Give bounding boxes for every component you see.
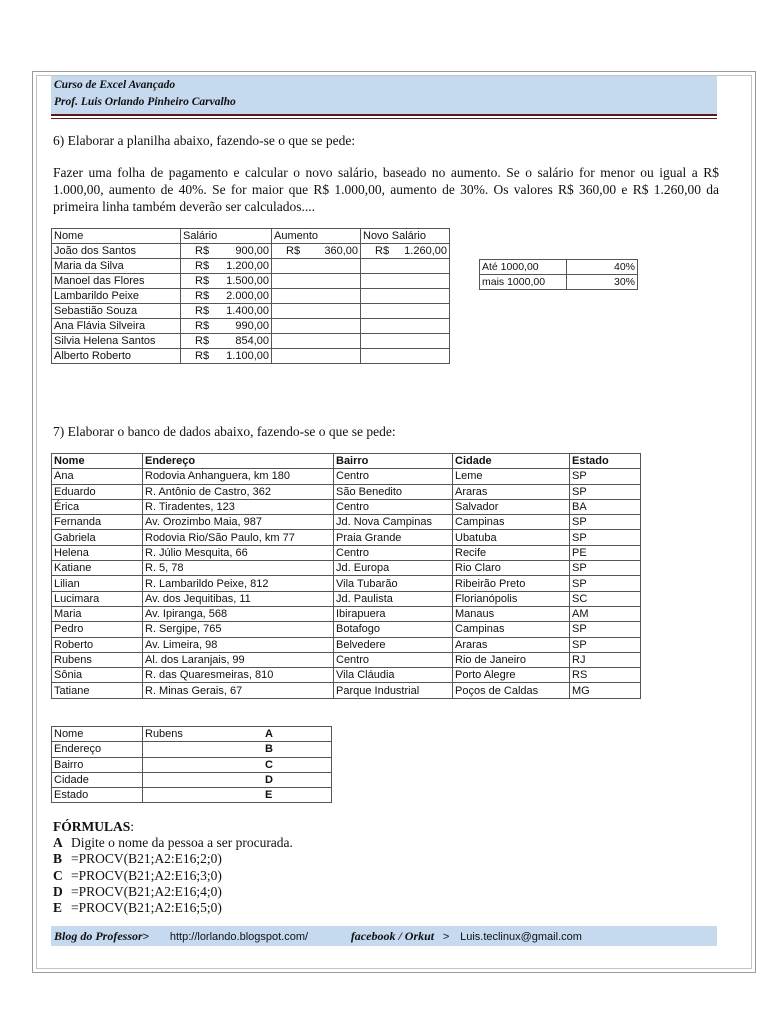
raise-cell — [272, 319, 361, 334]
state: SP — [570, 561, 641, 576]
payroll-row — [52, 349, 450, 364]
person-name: Helena — [52, 545, 143, 560]
payroll-row — [52, 289, 450, 304]
currency-symbol: R$ — [195, 350, 210, 362]
neighborhood: Jd. Europa — [334, 561, 453, 576]
lookup-table — [51, 726, 332, 803]
address: Rodovia Anhanguera, km 180 — [143, 469, 334, 484]
person-name: Érica — [52, 499, 143, 514]
state: BA — [570, 499, 641, 514]
address: Rodovia Rio/São Paulo, km 77 — [143, 530, 334, 545]
formula-line — [53, 884, 293, 900]
neighborhood: Jd. Nova Campinas — [334, 515, 453, 530]
database-row — [52, 637, 641, 652]
formulas-section — [53, 819, 293, 916]
database-row — [52, 683, 641, 698]
raise-cell — [272, 244, 361, 259]
header-rule-thin — [51, 118, 717, 119]
database-row — [52, 622, 641, 637]
new-salary-cell — [361, 334, 450, 349]
rate-row — [480, 260, 638, 275]
salary-cell — [181, 259, 272, 274]
employee-name: Lambarildo Peixe — [52, 289, 181, 304]
formula-key: D — [265, 773, 273, 786]
state: RS — [570, 668, 641, 683]
lookup-row — [52, 772, 332, 787]
person-name: Gabriela — [52, 530, 143, 545]
blog-label: Blog do Professor — [54, 929, 143, 943]
address: R. Júlio Mesquita, 66 — [143, 545, 334, 560]
person-name: Roberto — [52, 637, 143, 652]
person-name: Fernanda — [52, 515, 143, 530]
state: SP — [570, 469, 641, 484]
address: Av. dos Jequitibas, 11 — [143, 591, 334, 606]
new-salary-cell — [361, 244, 450, 259]
rate-label: mais 1000,00 — [480, 275, 567, 290]
col-cidade: Cidade — [453, 454, 570, 469]
col-aumento: Aumento — [272, 229, 361, 244]
salary-cell — [181, 304, 272, 319]
amount-value: 1.260,00 — [404, 245, 447, 257]
neighborhood: Jd. Paulista — [334, 591, 453, 606]
city: Recife — [453, 545, 570, 560]
salary-cell — [181, 244, 272, 259]
raise-cell — [272, 289, 361, 304]
employee-name: Manoel das Flores — [52, 274, 181, 289]
employee-name: Maria da Silva — [52, 259, 181, 274]
address: Av. Limeira, 98 — [143, 637, 334, 652]
lookup-label: Bairro — [52, 757, 143, 772]
city: Araras — [453, 637, 570, 652]
neighborhood: Belvedere — [334, 637, 453, 652]
currency-symbol: R$ — [375, 245, 390, 257]
rate-value: 40% — [567, 260, 638, 275]
person-name: Eduardo — [52, 484, 143, 499]
amount-value: 1.200,00 — [226, 260, 269, 272]
database-row — [52, 606, 641, 621]
city: Porto Alegre — [453, 668, 570, 683]
person-name: Sônia — [52, 668, 143, 683]
formula-text: =PROCV(B21;A2:E16;2;0) — [71, 851, 222, 867]
database-header-row — [52, 454, 641, 469]
address: R. Sergipe, 765 — [143, 622, 334, 637]
database-row — [52, 668, 641, 683]
city: Leme — [453, 469, 570, 484]
state: SP — [570, 515, 641, 530]
amount-value: 900,00 — [235, 245, 269, 257]
state: SP — [570, 622, 641, 637]
currency-symbol: R$ — [195, 275, 210, 287]
lookup-label: Estado — [52, 788, 143, 803]
employee-name: Ana Flávia Silveira — [52, 319, 181, 334]
state: PE — [570, 545, 641, 560]
address: R. Antônio de Castro, 362 — [143, 484, 334, 499]
lookup-value-cell — [143, 788, 332, 803]
raise-cell — [272, 259, 361, 274]
payroll-row — [52, 304, 450, 319]
lookup-row — [52, 727, 332, 742]
exercise-6-title: 6) Elaborar a planilha abaixo, fazendo-se o que se pede: — [53, 133, 356, 148]
currency-symbol: R$ — [195, 305, 210, 317]
database-row — [52, 530, 641, 545]
neighborhood: Centro — [334, 652, 453, 667]
database-row — [52, 545, 641, 560]
state: SC — [570, 591, 641, 606]
state: SP — [570, 530, 641, 545]
col-bairro: Bairro — [334, 454, 453, 469]
person-name: Lilian — [52, 576, 143, 591]
exercise-6-instructions: Fazer uma folha de pagamento e calcular o novo salário, baseado no aumento. Se o salário for menor ou igual a R$ 1.000,00, aumento de 40%. Se for maior que R$ 1.000,00, aumento de 30%. Os valores R$ 360,00 e R$ 1.260,00 da primeira linha também deverão ser calculados.... — [53, 165, 719, 214]
payroll-row — [52, 274, 450, 289]
salary-cell — [181, 319, 272, 334]
database-row — [52, 484, 641, 499]
city: Araras — [453, 484, 570, 499]
lookup-value: Rubens — [145, 728, 183, 741]
neighborhood: Praia Grande — [334, 530, 453, 545]
lookup-value-cell — [143, 742, 332, 757]
col-nome: Nome — [52, 229, 181, 244]
employee-name: Sebastião Souza — [52, 304, 181, 319]
raise-cell — [272, 274, 361, 289]
person-name: Lucimara — [52, 591, 143, 606]
neighborhood: Botafogo — [334, 622, 453, 637]
currency-symbol: R$ — [195, 320, 210, 332]
currency-symbol: R$ — [195, 335, 210, 347]
state: SP — [570, 637, 641, 652]
formula-text: Digite o nome da pessoa a ser procurada. — [71, 835, 293, 851]
rate-row — [480, 275, 638, 290]
formula-text: =PROCV(B21;A2:E16;3;0) — [71, 867, 222, 883]
neighborhood: Centro — [334, 545, 453, 560]
lookup-row — [52, 742, 332, 757]
lookup-row — [52, 788, 332, 803]
formula-key: E — [265, 789, 273, 802]
lookup-label: Endereço — [52, 742, 143, 757]
salary-cell — [181, 289, 272, 304]
state: SP — [570, 576, 641, 591]
address: Av. Ipiranga, 568 — [143, 606, 334, 621]
header-rule — [51, 114, 717, 116]
neighborhood: Vila Tubarão — [334, 576, 453, 591]
amount-value: 854,00 — [235, 335, 269, 347]
social-label: facebook / Orkut — [350, 929, 435, 943]
city: Rio Claro — [453, 561, 570, 576]
formulas-title: FÓRMULAS — [53, 819, 131, 834]
formula-line — [53, 851, 293, 867]
neighborhood: Ibirapuera — [334, 606, 453, 621]
amount-value: 2.000,00 — [226, 290, 269, 302]
address: R. Tiradentes, 123 — [143, 499, 334, 514]
city: Campinas — [453, 622, 570, 637]
state: MG — [570, 683, 641, 698]
formula-key: E — [53, 900, 63, 916]
formula-key: A — [265, 728, 273, 740]
amount-value: 1.400,00 — [226, 305, 269, 317]
person-name: Maria — [52, 606, 143, 621]
formula-key: B — [265, 743, 273, 756]
professor-name: Prof. Luis Orlando Pinheiro Carvalho — [54, 96, 236, 108]
neighborhood: São Benedito — [334, 484, 453, 499]
new-salary-cell — [361, 349, 450, 364]
database-row — [52, 469, 641, 484]
lookup-row — [52, 757, 332, 772]
col-estado: Estado — [570, 454, 641, 469]
amount-value: 1.500,00 — [226, 275, 269, 287]
database-row — [52, 576, 641, 591]
lookup-value-cell — [143, 727, 332, 742]
city: Manaus — [453, 606, 570, 621]
new-salary-cell — [361, 274, 450, 289]
neighborhood: Centro — [334, 469, 453, 484]
database-row — [52, 515, 641, 530]
database-row — [52, 561, 641, 576]
exercise-7-title: 7) Elaborar o banco de dados abaixo, fazendo-se o que se pede: — [53, 424, 396, 439]
new-salary-cell — [361, 319, 450, 334]
payroll-row — [52, 259, 450, 274]
new-salary-cell — [361, 259, 450, 274]
city: Florianópolis — [453, 591, 570, 606]
payroll-row — [52, 244, 450, 259]
salary-cell — [181, 349, 272, 364]
formula-key: B — [53, 851, 63, 867]
amount-value: 1.100,00 — [226, 350, 269, 362]
footer — [54, 929, 582, 944]
lookup-label: Cidade — [52, 772, 143, 787]
database-row — [52, 591, 641, 606]
social-arrow: > — [442, 931, 450, 943]
lookup-label: Nome — [52, 727, 143, 742]
city: Poços de Caldas — [453, 683, 570, 698]
neighborhood: Parque Industrial — [334, 683, 453, 698]
formula-key: A — [53, 835, 63, 851]
formula-text: =PROCV(B21;A2:E16;5;0) — [71, 900, 222, 916]
formulas-colon: : — [130, 819, 135, 834]
payroll-row — [52, 334, 450, 349]
lookup-value-cell — [143, 757, 332, 772]
address: Av. Orozimbo Maia, 987 — [143, 515, 334, 530]
lookup-value-cell — [143, 772, 332, 787]
employee-name: Silvia Helena Santos — [52, 334, 181, 349]
formulas-heading — [53, 819, 293, 835]
blog-arrow: > — [142, 931, 150, 943]
rate-table — [479, 259, 638, 290]
address: Al. dos Laranjais, 99 — [143, 652, 334, 667]
address: R. das Quaresmeiras, 810 — [143, 668, 334, 683]
new-salary-cell — [361, 304, 450, 319]
currency-symbol: R$ — [195, 260, 210, 272]
salary-cell — [181, 334, 272, 349]
payroll-header-row — [52, 229, 450, 244]
address: R. Minas Gerais, 67 — [143, 683, 334, 698]
payroll-row — [52, 319, 450, 334]
formula-key: C — [265, 758, 273, 771]
person-name: Rubens — [52, 652, 143, 667]
formula-line — [53, 900, 293, 916]
raise-cell — [272, 334, 361, 349]
person-name: Katiane — [52, 561, 143, 576]
address: R. 5, 78 — [143, 561, 334, 576]
col-novo-salario: Novo Salário — [361, 229, 450, 244]
rate-value: 30% — [567, 275, 638, 290]
email-link[interactable]: Luis.teclinux@gmail.com — [460, 931, 582, 943]
state: RJ — [570, 652, 641, 667]
col-endereco: Endereço — [143, 454, 334, 469]
formula-key: C — [53, 867, 63, 883]
database-row — [52, 652, 641, 667]
salary-cell — [181, 274, 272, 289]
formula-key: D — [53, 883, 63, 899]
city: Campinas — [453, 515, 570, 530]
currency-symbol: R$ — [195, 245, 210, 257]
col-nome: Nome — [52, 454, 143, 469]
person-name: Pedro — [52, 622, 143, 637]
currency-symbol: R$ — [195, 290, 210, 302]
city: Ubatuba — [453, 530, 570, 545]
database-table — [51, 453, 641, 699]
formula-line — [53, 835, 293, 851]
employee-name: João dos Santos — [52, 244, 181, 259]
database-row — [52, 499, 641, 514]
amount-value: 360,00 — [324, 245, 358, 257]
raise-cell — [272, 349, 361, 364]
course-title: Curso de Excel Avançado — [54, 79, 176, 91]
address: R. Lambarildo Peixe, 812 — [143, 576, 334, 591]
neighborhood: Centro — [334, 499, 453, 514]
city: Ribeirão Preto — [453, 576, 570, 591]
state: SP — [570, 484, 641, 499]
new-salary-cell — [361, 289, 450, 304]
person-name: Ana — [52, 469, 143, 484]
state: AM — [570, 606, 641, 621]
city: Salvador — [453, 499, 570, 514]
amount-value: 990,00 — [235, 320, 269, 332]
city: Rio de Janeiro — [453, 652, 570, 667]
neighborhood: Vila Cláudia — [334, 668, 453, 683]
blog-url-link[interactable]: http://lorlando.blogspot.com/ — [169, 931, 309, 943]
person-name: Tatiane — [52, 683, 143, 698]
employee-name: Alberto Roberto — [52, 349, 181, 364]
formula-text: =PROCV(B21;A2:E16;4;0) — [71, 883, 222, 899]
rate-label: Até 1000,00 — [480, 260, 567, 275]
formula-line — [53, 868, 293, 884]
currency-symbol: R$ — [286, 245, 301, 257]
col-salario: Salário — [181, 229, 272, 244]
raise-cell — [272, 304, 361, 319]
payroll-table — [51, 228, 450, 364]
